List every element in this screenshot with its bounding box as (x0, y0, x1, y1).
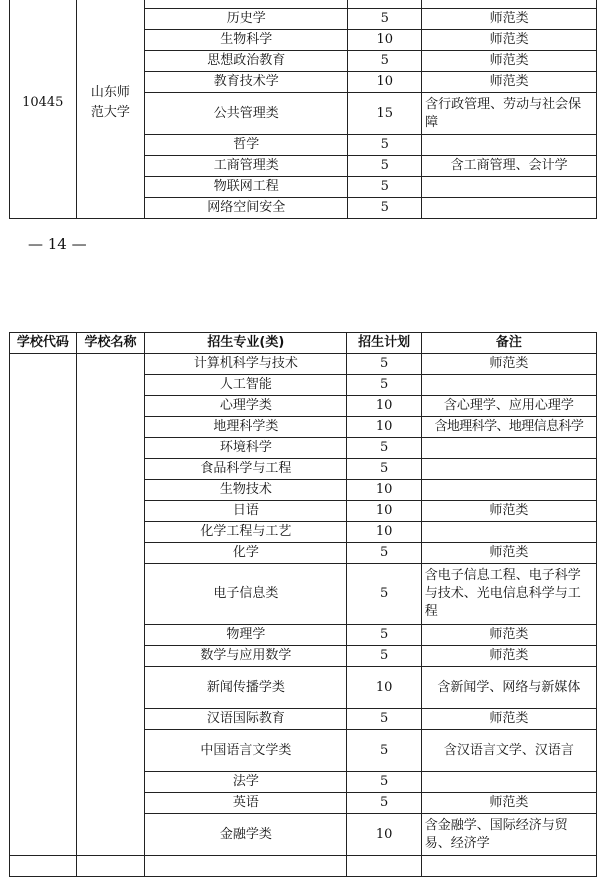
note-cell: 师范类 (421, 501, 596, 522)
enrollment-table (9, 332, 597, 877)
plan-cell: 10 (347, 522, 421, 543)
plan-cell: 5 (348, 135, 422, 156)
major-cell: 思想政治教育 (145, 51, 348, 72)
major-cell: 汉语国际教育 (145, 709, 347, 730)
plan-cell: 10 (348, 72, 422, 93)
major-cell: 生物科学 (145, 30, 348, 51)
note-cell (422, 177, 597, 198)
note-cell (421, 375, 596, 396)
plan-cell: 5 (348, 198, 422, 219)
major-cell: 环境科学 (145, 438, 347, 459)
major-cell: 电子信息类 (145, 564, 347, 625)
plan-cell: 10 (347, 814, 421, 856)
page-number: — 14 — (28, 235, 87, 253)
plan-cell: 5 (347, 646, 421, 667)
note-cell: 师范类 (422, 51, 597, 72)
note-cell: 师范类 (421, 709, 596, 730)
table-row (10, 856, 597, 877)
major-cell: 人工智能 (145, 375, 347, 396)
major-cell: 历史学 (145, 9, 348, 30)
plan-cell (347, 856, 421, 877)
major-cell: 哲学 (145, 135, 348, 156)
plan-cell: 10 (347, 396, 421, 417)
major-cell: 网络空间安全 (145, 198, 348, 219)
major-cell: 化学工程与工艺 (145, 522, 347, 543)
note-cell (422, 135, 597, 156)
note-cell: 师范类 (421, 625, 596, 646)
major-cell: 食品科学与工程 (145, 459, 347, 480)
note-cell: 含地理科学、地理信息科学 (421, 417, 596, 438)
table-row (10, 354, 597, 375)
note-cell: 含金融学、国际经济与贸易、经济学 (421, 814, 596, 856)
plan-cell: 5 (347, 459, 421, 480)
note-cell: 师范类 (422, 30, 597, 51)
table-row (10, 0, 597, 9)
major-cell: 日语 (145, 501, 347, 522)
header-major: 招生专业(类) (145, 333, 347, 354)
plan-cell (348, 0, 422, 9)
note-cell: 师范类 (421, 793, 596, 814)
plan-cell: 5 (347, 564, 421, 625)
plan-cell: 5 (347, 772, 421, 793)
header-note: 备注 (421, 333, 596, 354)
note-cell: 师范类 (422, 72, 597, 93)
plan-cell: 5 (347, 438, 421, 459)
major-cell: 心理学类 (145, 396, 347, 417)
plan-cell: 10 (347, 417, 421, 438)
plan-cell: 10 (347, 480, 421, 501)
plan-cell: 5 (347, 730, 421, 772)
header-plan: 招生计划 (347, 333, 421, 354)
note-cell: 含汉语言文学、汉语言 (421, 730, 596, 772)
school-code-cell (10, 354, 77, 856)
major-cell: 公共管理类 (145, 93, 348, 135)
note-cell (421, 438, 596, 459)
major-cell: 英语 (145, 793, 347, 814)
enrollment-table-continued (9, 0, 597, 219)
header-school-name: 学校名称 (76, 333, 145, 354)
plan-cell: 5 (348, 177, 422, 198)
plan-cell: 5 (347, 709, 421, 730)
major-cell: 新闻传播学类 (145, 667, 347, 709)
note-cell (421, 772, 596, 793)
school-name-cell (76, 0, 145, 219)
plan-cell: 5 (347, 354, 421, 375)
header-school-code: 学校代码 (10, 333, 77, 354)
note-cell: 含心理学、应用心理学 (421, 396, 596, 417)
major-cell: 地理科学类 (145, 417, 347, 438)
note-cell: 含工商管理、会计学 (422, 156, 597, 177)
plan-cell: 5 (347, 543, 421, 564)
note-cell: 含行政管理、劳动与社会保障 (422, 93, 597, 135)
major-cell: 金融学类 (145, 814, 347, 856)
note-cell (422, 198, 597, 219)
note-cell: 师范类 (422, 9, 597, 30)
major-cell: 计算机科学与技术 (145, 354, 347, 375)
plan-cell: 5 (348, 156, 422, 177)
note-cell: 师范类 (421, 646, 596, 667)
plan-cell: 5 (347, 625, 421, 646)
plan-cell: 5 (348, 9, 422, 30)
major-cell: 生物技术 (145, 480, 347, 501)
school-code-cell (10, 856, 77, 877)
note-cell (421, 459, 596, 480)
plan-cell: 10 (347, 501, 421, 522)
plan-cell: 5 (347, 793, 421, 814)
major-cell: 中国语言文学类 (145, 730, 347, 772)
note-cell (422, 0, 597, 9)
major-cell: 法学 (145, 772, 347, 793)
plan-cell: 5 (347, 375, 421, 396)
note-cell: 师范类 (421, 543, 596, 564)
plan-cell: 10 (348, 30, 422, 51)
note-cell: 师范类 (421, 354, 596, 375)
school-code-cell: 10445 (10, 0, 77, 219)
major-cell (145, 0, 348, 9)
school-name-cell (76, 354, 145, 856)
major-cell (145, 856, 347, 877)
table-header-row (10, 333, 597, 354)
school-name-cell (76, 856, 145, 877)
major-cell: 数学与应用数学 (145, 646, 347, 667)
school-name: 山东师范大学 (90, 85, 130, 120)
major-cell: 工商管理类 (145, 156, 348, 177)
major-cell: 物联网工程 (145, 177, 348, 198)
major-cell: 化学 (145, 543, 347, 564)
note-cell: 含电子信息工程、电子科学与技术、光电信息科学与工程 (421, 564, 596, 625)
major-cell: 教育技术学 (145, 72, 348, 93)
plan-cell: 5 (348, 51, 422, 72)
plan-cell: 15 (348, 93, 422, 135)
note-cell (421, 480, 596, 501)
major-cell: 物理学 (145, 625, 347, 646)
note-cell (421, 522, 596, 543)
note-cell: 含新闻学、网络与新媒体 (421, 667, 596, 709)
note-cell (421, 856, 596, 877)
plan-cell: 10 (347, 667, 421, 709)
